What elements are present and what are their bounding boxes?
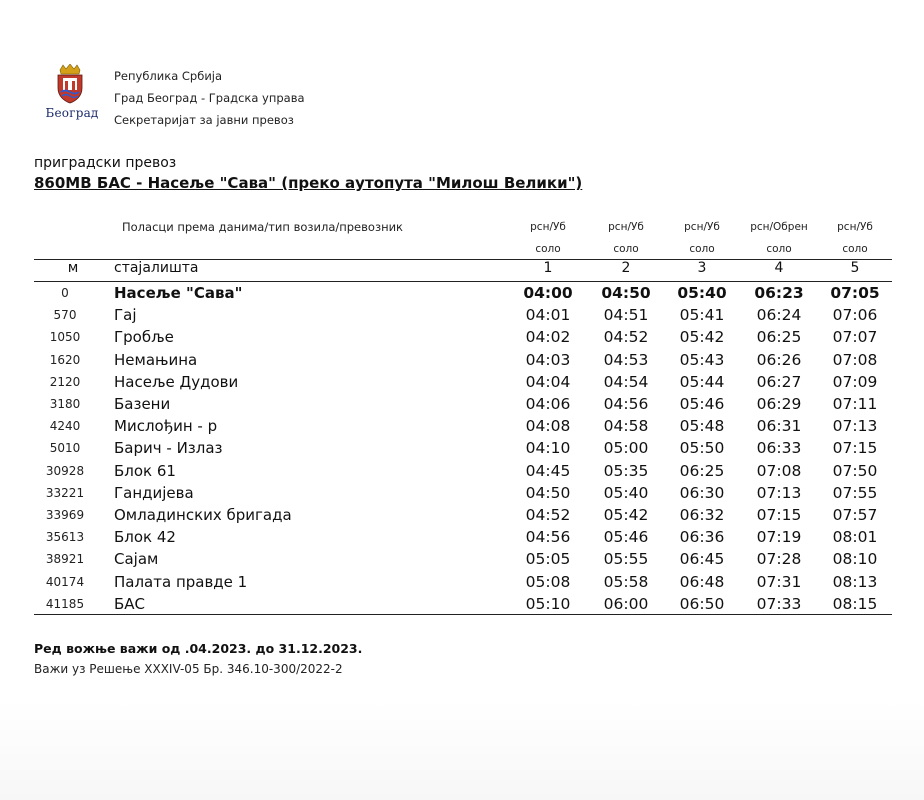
- stop-distance: 33969: [45, 508, 85, 522]
- column-type-3: рсн/Уб: [684, 221, 720, 233]
- column-type-5: рсн/Уб: [837, 221, 873, 233]
- stop-name: Насеље "Сава": [114, 284, 243, 302]
- column-vehicle-4: соло: [766, 243, 792, 255]
- departure-time: 04:04: [525, 372, 571, 391]
- departure-time: 05:43: [679, 350, 725, 369]
- stop-name: Палата правде 1: [114, 572, 248, 591]
- stop-distance: 35613: [45, 530, 85, 545]
- departure-time: 05:42: [603, 506, 649, 524]
- departure-time: 04:58: [603, 417, 649, 436]
- institution-line-1: Република Србија: [114, 69, 223, 83]
- departure-time: 04:52: [525, 506, 571, 524]
- departure-time: 07:13: [832, 417, 878, 436]
- departure-time: 07:15: [756, 506, 802, 524]
- departure-time: 07:33: [756, 594, 802, 613]
- departure-time: 04:03: [525, 350, 571, 369]
- departure-time: 06:23: [754, 284, 804, 302]
- departure-number-5: 5: [850, 260, 860, 276]
- stop-distance: 3180: [49, 397, 81, 411]
- column-vehicle-5: соло: [842, 243, 868, 255]
- departure-time: 08:01: [832, 528, 878, 547]
- departure-time: 06:33: [756, 439, 802, 458]
- stop-distance: 38921: [45, 552, 85, 567]
- departure-time: 05:08: [525, 572, 571, 591]
- departure-number-1: 1: [543, 260, 553, 276]
- logo-wordmark: Београд: [45, 106, 99, 120]
- departure-time: 05:40: [603, 483, 649, 502]
- stop-distance: 0: [61, 286, 69, 300]
- departure-time: 07:08: [756, 461, 802, 480]
- departure-time: 05:40: [677, 284, 727, 302]
- table-row: [34, 548, 892, 570]
- departure-time: 07:28: [756, 550, 802, 569]
- departure-time: 06:30: [679, 483, 725, 502]
- departure-time: 04:08: [525, 417, 571, 436]
- departure-time: 04:06: [525, 395, 571, 413]
- departure-time: 04:50: [525, 483, 571, 502]
- column-vehicle-2: соло: [613, 243, 639, 255]
- belgrade-logo: [34, 62, 110, 130]
- stop-name: Насеље Дудови: [114, 372, 239, 391]
- stop-name: Гај: [114, 306, 137, 325]
- departure-number-4: 4: [774, 260, 784, 276]
- stops-header: стајалишта: [114, 260, 199, 276]
- column-type-2: рсн/Уб: [608, 221, 644, 233]
- transport-category: приградски превоз: [34, 155, 177, 171]
- departure-time: 07:11: [832, 395, 878, 413]
- route-title: 860МВ БАС - Насеље "Сава" (преко аутопута "Милош Велики"): [34, 174, 583, 192]
- departure-time: 04:56: [603, 395, 649, 413]
- departure-time: 05:35: [603, 461, 649, 480]
- departure-time: 04:45: [525, 461, 571, 480]
- stop-distance: 40174: [45, 574, 85, 589]
- table-row: [34, 460, 892, 482]
- table-row: [34, 571, 892, 593]
- stop-distance: 41185: [45, 596, 85, 611]
- departure-time: 06:50: [679, 594, 725, 613]
- table-row: [34, 504, 892, 526]
- stop-name: Барич - Излаз: [114, 439, 223, 458]
- validity-note: Ред вожње важи од .04.2023. до 31.12.2023.: [34, 641, 363, 656]
- table-description: Поласци према данима/тип возила/превозник: [122, 220, 404, 234]
- decision-note: Важи уз Решење XXXIV-05 Бр. 346.10-300/2022-2: [34, 662, 343, 676]
- table-row: [34, 526, 892, 548]
- departure-time: 04:56: [525, 528, 571, 547]
- departure-time: 04:50: [601, 284, 651, 302]
- departure-number-2: 2: [621, 260, 631, 276]
- stop-distance: 2120: [49, 374, 81, 389]
- stop-distance: 30928: [45, 463, 85, 478]
- table-row: [34, 304, 892, 326]
- departure-time: 04:10: [525, 439, 571, 458]
- departure-time: 05:41: [679, 306, 725, 325]
- table-row: [34, 371, 892, 393]
- departure-time: 06:25: [679, 461, 725, 480]
- table-row: [34, 282, 892, 304]
- departure-time: 06:29: [756, 395, 802, 413]
- departure-time: 06:24: [756, 306, 802, 325]
- table-row: [34, 326, 892, 348]
- stop-distance: 33221: [45, 485, 85, 500]
- bottom-margin: [0, 700, 924, 800]
- departure-time: 04:52: [603, 328, 649, 347]
- institution-line-3: Секретаријат за јавни превоз: [114, 113, 294, 127]
- departure-time: 05:48: [679, 417, 725, 436]
- stop-distance: 5010: [49, 441, 81, 456]
- table-bottom-rule: [34, 614, 892, 615]
- departure-time: 07:15: [832, 439, 878, 458]
- departure-time: 05:10: [525, 594, 571, 613]
- departure-time: 07:05: [830, 284, 880, 302]
- departure-time: 07:50: [832, 461, 878, 480]
- departure-time: 06:45: [679, 550, 725, 569]
- departure-time: 06:48: [679, 572, 725, 591]
- departure-time: 05:42: [679, 328, 725, 347]
- departure-time: 08:13: [832, 572, 878, 591]
- departure-time: 07:55: [832, 483, 878, 502]
- stop-distance: 570: [53, 308, 77, 323]
- departure-time: 07:13: [756, 483, 802, 502]
- stop-name: Базени: [114, 395, 171, 413]
- column-vehicle-3: соло: [689, 243, 715, 255]
- departure-time: 04:54: [603, 372, 649, 391]
- departure-time: 06:32: [679, 506, 725, 524]
- departure-time: 08:15: [832, 594, 878, 613]
- distance-header: м: [67, 260, 79, 276]
- departure-time: 08:10: [832, 550, 878, 569]
- table-row: [34, 393, 892, 415]
- departure-time: 07:09: [832, 372, 878, 391]
- table-row: [34, 349, 892, 371]
- departure-time: 05:58: [603, 572, 649, 591]
- departure-time: 07:08: [832, 350, 878, 369]
- departure-time: 04:01: [525, 306, 571, 325]
- coat-of-arms-icon: [52, 64, 88, 104]
- departure-number-3: 3: [697, 260, 707, 276]
- departure-time: 05:55: [603, 550, 649, 569]
- departure-time: 06:00: [603, 594, 649, 613]
- stop-name: Омладинских бригада: [114, 506, 292, 524]
- stop-name: БАС: [114, 594, 146, 613]
- column-vehicle-1: соло: [535, 243, 561, 255]
- departure-time: 06:27: [756, 372, 802, 391]
- stop-distance: 4240: [49, 419, 81, 434]
- departure-time: 07:31: [756, 572, 802, 591]
- table-row: [34, 437, 892, 459]
- departure-time: 05:44: [679, 372, 725, 391]
- table-row: [34, 593, 892, 615]
- departure-time: 04:53: [603, 350, 649, 369]
- departure-time: 04:51: [603, 306, 649, 325]
- departure-time: 06:36: [679, 528, 725, 547]
- stop-name: Гробље: [114, 328, 174, 347]
- stop-name: Блок 61: [114, 461, 176, 480]
- institution-line-2: Град Београд - Градска управа: [114, 91, 305, 105]
- departure-time: 07:19: [756, 528, 802, 547]
- departure-time: 04:00: [523, 284, 573, 302]
- departure-time: 07:07: [832, 328, 878, 347]
- table-row: [34, 415, 892, 437]
- departure-time: 05:46: [603, 528, 649, 547]
- departure-time: 06:31: [756, 417, 802, 436]
- stop-distance: 1050: [49, 330, 81, 345]
- column-type-4: рсн/Обрен: [750, 221, 808, 233]
- stop-name: Немањина: [114, 350, 198, 369]
- departure-time: 07:57: [832, 506, 878, 524]
- departure-time: 07:06: [832, 306, 878, 325]
- column-type-1: рсн/Уб: [530, 221, 566, 233]
- stop-distance: 1620: [49, 352, 81, 367]
- departure-time: 05:50: [679, 439, 725, 458]
- departure-time: 06:25: [756, 328, 802, 347]
- departure-time: 04:02: [525, 328, 571, 347]
- departure-time: 05:05: [525, 550, 571, 569]
- stop-name: Гандијева: [114, 483, 194, 502]
- stop-name: Мислођин - р: [114, 417, 218, 436]
- stop-name: Сајам: [114, 550, 159, 569]
- table-row: [34, 482, 892, 504]
- stop-name: Блок 42: [114, 528, 176, 547]
- departure-time: 05:46: [679, 395, 725, 413]
- departure-time: 05:00: [603, 439, 649, 458]
- departure-time: 06:26: [756, 350, 802, 369]
